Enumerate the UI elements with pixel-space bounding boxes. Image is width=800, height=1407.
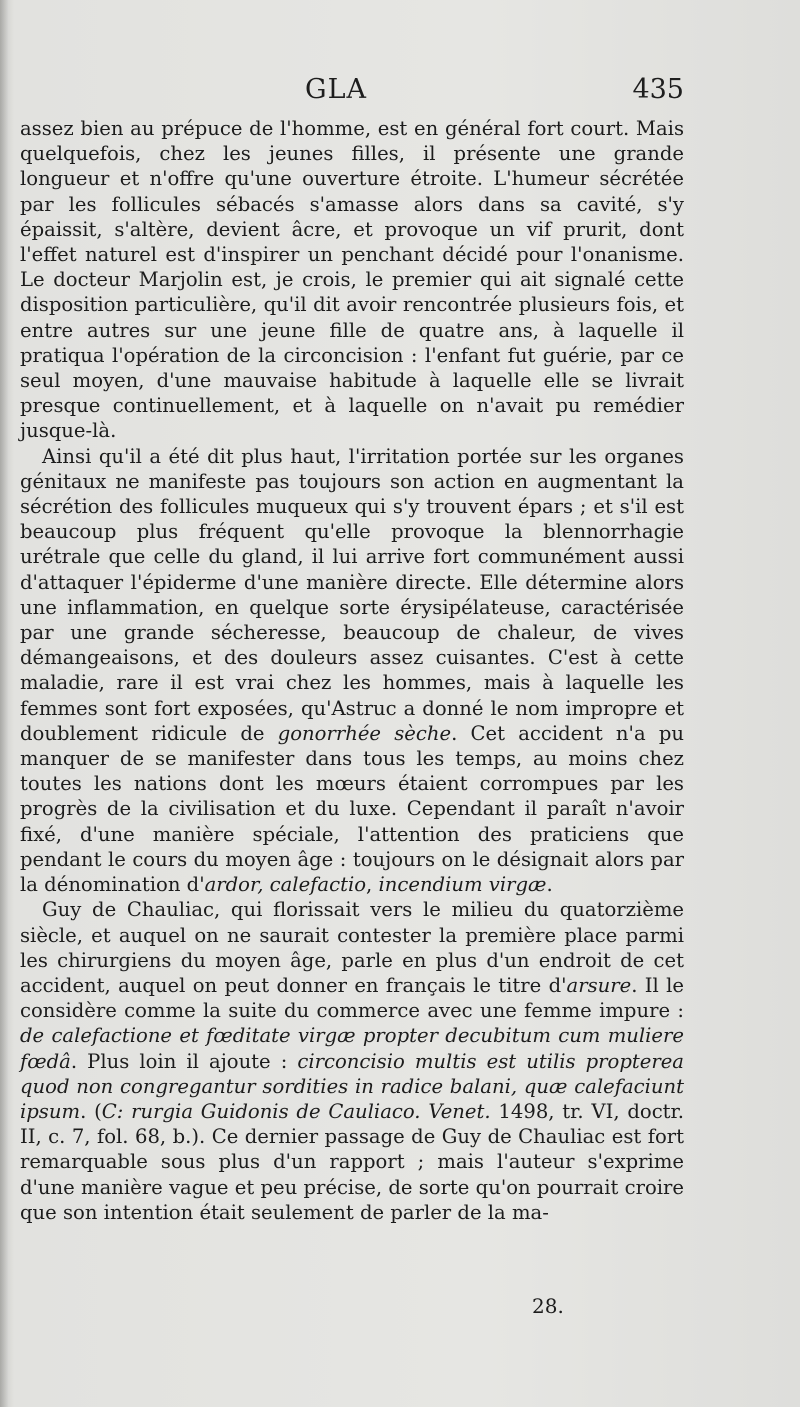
text-run: assez bien au prépuce de l'homme, est en général fort court. Mais quelquefois, chez les jeunes filles, il présente une grande longueur et n'offre qu'une ouverture étroite. L'humeur sécrétée par les follicules sébacés s'amasse alors dans sa cavité, s'y épaissit, s'altère, devient âcre, et provoque un vif prurit, dont l'effet naturel est d'inspirer un penchant décidé pour l'onanisme. Le docteur Marjolin est, je crois, le premier qui ait signalé cette disposition particulière, qu'il dit avoir rencontrée plusieurs fois, et entre autres sur une jeune fille de quatre ans, à laquelle il pratiqua l'opération de la circoncision : l'enfant fut guérie, par ce seul moyen, d'une mauvaise habitude à laquelle elle se livrait presque continuellement, et à laquelle on n'avait pu remédier jusque-là. [20,117,684,443]
italic-text: circoncisio multis est utilis propterea quod non congregantur sordities in radice balani, quæ calefaciunt ipsum [20,1049,684,1123]
italic-text: incendium virgæ [378,873,547,897]
text-run: . Plus loin il ajoute : [70,1049,298,1073]
paragraph [20,444,684,898]
paragraph [20,116,684,444]
italic-text: C: rurgia Guidonis de Cauliaco. Venet. [101,1099,491,1123]
text-run: . [546,873,553,897]
page-gutter-shadow [0,0,8,1407]
text-run: . Cet accident n'a pu manquer de se manifester dans tous les temps, au moins chez toutes les nations dont les mœurs étaient corrompues par les progrès de la civilisation et du luxe. Cependant il paraît n'avoir fixé, d'une manière spéciale, l'attention des praticiens que pendant le cours du moyen âge : toujours on le désignait alors par la dénomination d' [20,721,684,897]
text-run: . Il le considère comme la suite du commerce avec une femme impure : [20,973,684,1023]
paragraph [20,897,684,1225]
page-header [20,74,684,108]
text-run: , [366,873,379,897]
page-number: 435 [632,74,684,105]
text-run: Ainsi qu'il a été dit plus haut, l'irritation portée sur les organes génitaux ne manifeste pas toujours son action en augmentant la sécrétion des follicules muqueux qui s'y trouvent épars ; et s'il est beaucoup plus fréquent qu'elle provoque la blennorrhagie urétrale que celle du gland, il lui arrive fort communément aussi d'attaquer l'épiderme d'une manière directe. Elle détermine alors une inflammation, en quelque sorte érysipélateuse, caractérisée par une grande sécheresse, beaucoup de chaleur, de vives démangeaisons, et des douleurs assez cuisantes. C'est à cette maladie, rare il est vrai chez les hommes, mais à laquelle les femmes sont fort exposées, qu'Astruc a donné le nom impropre et doublement ridicule de [20,444,684,745]
body-text [20,116,684,1225]
italic-text: ardor, calefactio [204,873,367,897]
italic-text: arsure [566,973,632,997]
italic-text: de calefactione et fœditate virgæ propter decubitum cum muliere fœdâ [20,1024,684,1073]
italic-text: gonorrhée sèche [277,721,452,745]
text-run: . ( [80,1099,102,1123]
text-run: Guy de Chauliac, qui florissait vers le milieu du quatorzième siècle, et auquel on ne saurait contester la première place parmi les chirurgiens du moyen âge, parle en plus d'un endroit de cet accident, auquel on peut donner en français le titre d' [20,898,684,997]
signature-mark: 28. [532,1294,564,1318]
text-run: 1498, tr. VI, doctr. II, c. 7, fol. 68, b.). Ce dernier passage de Guy de Chauliac est fort remarquable sous plus d'un rapport ; mais l'auteur s'exprime d'une manière vague et peu précise, de sorte qu'on pourrait croire que son intention était seulement de parler de la ma- [20,1099,684,1224]
running-head: GLA [305,74,367,105]
